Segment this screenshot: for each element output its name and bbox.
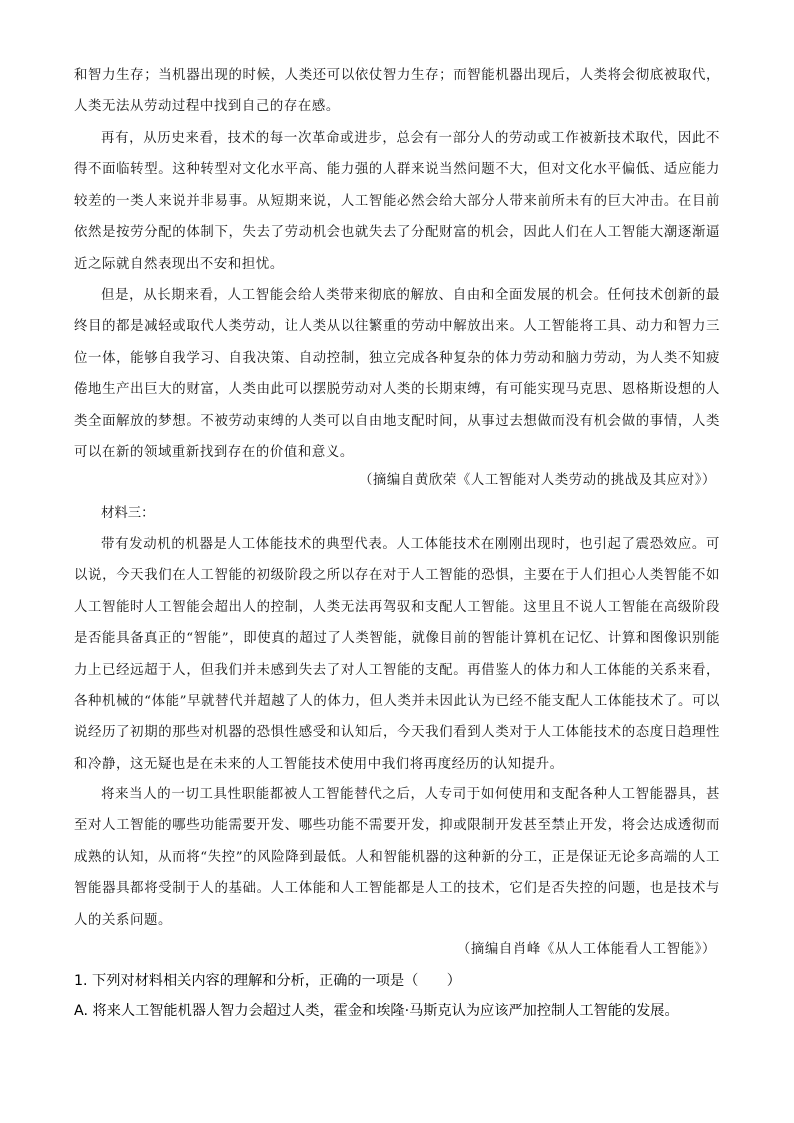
- paragraph-future-division: 将来当人的一切工具性职能都被人工智能替代之后，人专司于如何使用和支配各种人工智能器具，甚至对人工智能的哪些功能需要开发、哪些功能不需要开发，抑或限制开发甚至禁止开发，将会达成透彻而成熟的认知，从而将“失控”的风险降到最低。人和智能机器的这种新的分工，正是保证无论多高端的人工智能器具都将受制于人的基础。人工体能和人工智能都是人工的技术，它们是否失控的问题，也是技术与人的关系问题。: [74, 787, 720, 928]
- source-citation-1: （摘编自黄欣荣《人工智能对人类劳动的挑战及其应对》）: [358, 473, 716, 488]
- option-a: A. 将来人工智能机器人智力会超过人类，霍金和埃隆·马斯克认为应该严加控制人工智能的发展。: [74, 1003, 679, 1019]
- question-stem: 1. 下列对材料相关内容的理解和分析，正确的一项是（ ）: [74, 973, 461, 989]
- paragraph-long-term-view: 但是，从长期来看，人工智能会给人类带来彻底的解放、自由和全面发展的机会。任何技术创新的最终目的都是减轻或取代人类劳动，让人类从以往繁重的劳动中解放出来。人工智能将工具、动力和智力三位一体，能够自我学习、自我决策、自动控制，独立完成各种复杂的体力劳动和脑力劳动，为人类不知疲倦地生产出巨大的财富，人类由此可以摆脱劳动对人类的长期束缚，有可能实现马克思、恩格斯设想的人类全面解放的梦想。不被劳动束缚的人类可以自由地支配时间，从事过去想做而没有机会做的事情，人类可以在新的领域重新找到存在的价值和意义。: [74, 288, 720, 461]
- paragraph-intro-continuation: 和智力生存；当机器出现的时候，人类还可以依仗智力生存；而智能机器出现后，人类将会彻底被取代，人类无法从劳动过程中找到自己的存在感。: [74, 68, 720, 115]
- source-citation-2: （摘编自肖峰《从人工体能看人工智能》）: [456, 942, 716, 957]
- paragraph-physical-tech: 带有发动机的机器是人工体能技术的典型代表。人工体能技术在刚刚出现时，也引起了震恐效应。可以说，今天我们在人工智能的初级阶段之所以存在对于人工智能的恐惧，主要在于人们担心人类智能不如人工智能时人工智能会超出人的控制，人类无法再驾驭和支配人工智能。这里且不说人工智能在高级阶段是否能具备真正的“智能”，即使真的超过了人类智能，就像目前的智能计算机在记忆、计算和图像识别能力上已经远超于人，但我们并未感到失去了对人工智能的支配。再借鉴人的体力和人工体能的关系来看，各种机械的“体能”早就替代并超越了人的体力，但人类并未因此认为已经不能支配人工体能技术了。可以说经历了初期的那些对机器的恐惧性感受和认知后，今天我们看到人类对于人工体能技术的态度日趋理性和冷静，这无疑也是在未来的人工智能技术使用中我们将再度经历的认知提升。: [74, 537, 720, 772]
- paragraph-history-view: 再有，从历史来看，技术的每一次革命或进步，总会有一部分人的劳动或工作被新技术取代，因此不得不面临转型。这种转型对文化水平高、能力强的人群来说当然问题不大，但对文化水平偏低、适应能力较差的一类人来说并非易事。从短期来说，人工智能必然会给大部分人带来前所未有的巨大冲击。在目前依然是按劳分配的体制下，失去了劳动机会也就失去了分配财富的机会，因此人们在人工智能大潮逐渐逼近之际就自然表现出不安和担忧。: [74, 131, 720, 272]
- material-three-label: 材料三：: [101, 506, 155, 521]
